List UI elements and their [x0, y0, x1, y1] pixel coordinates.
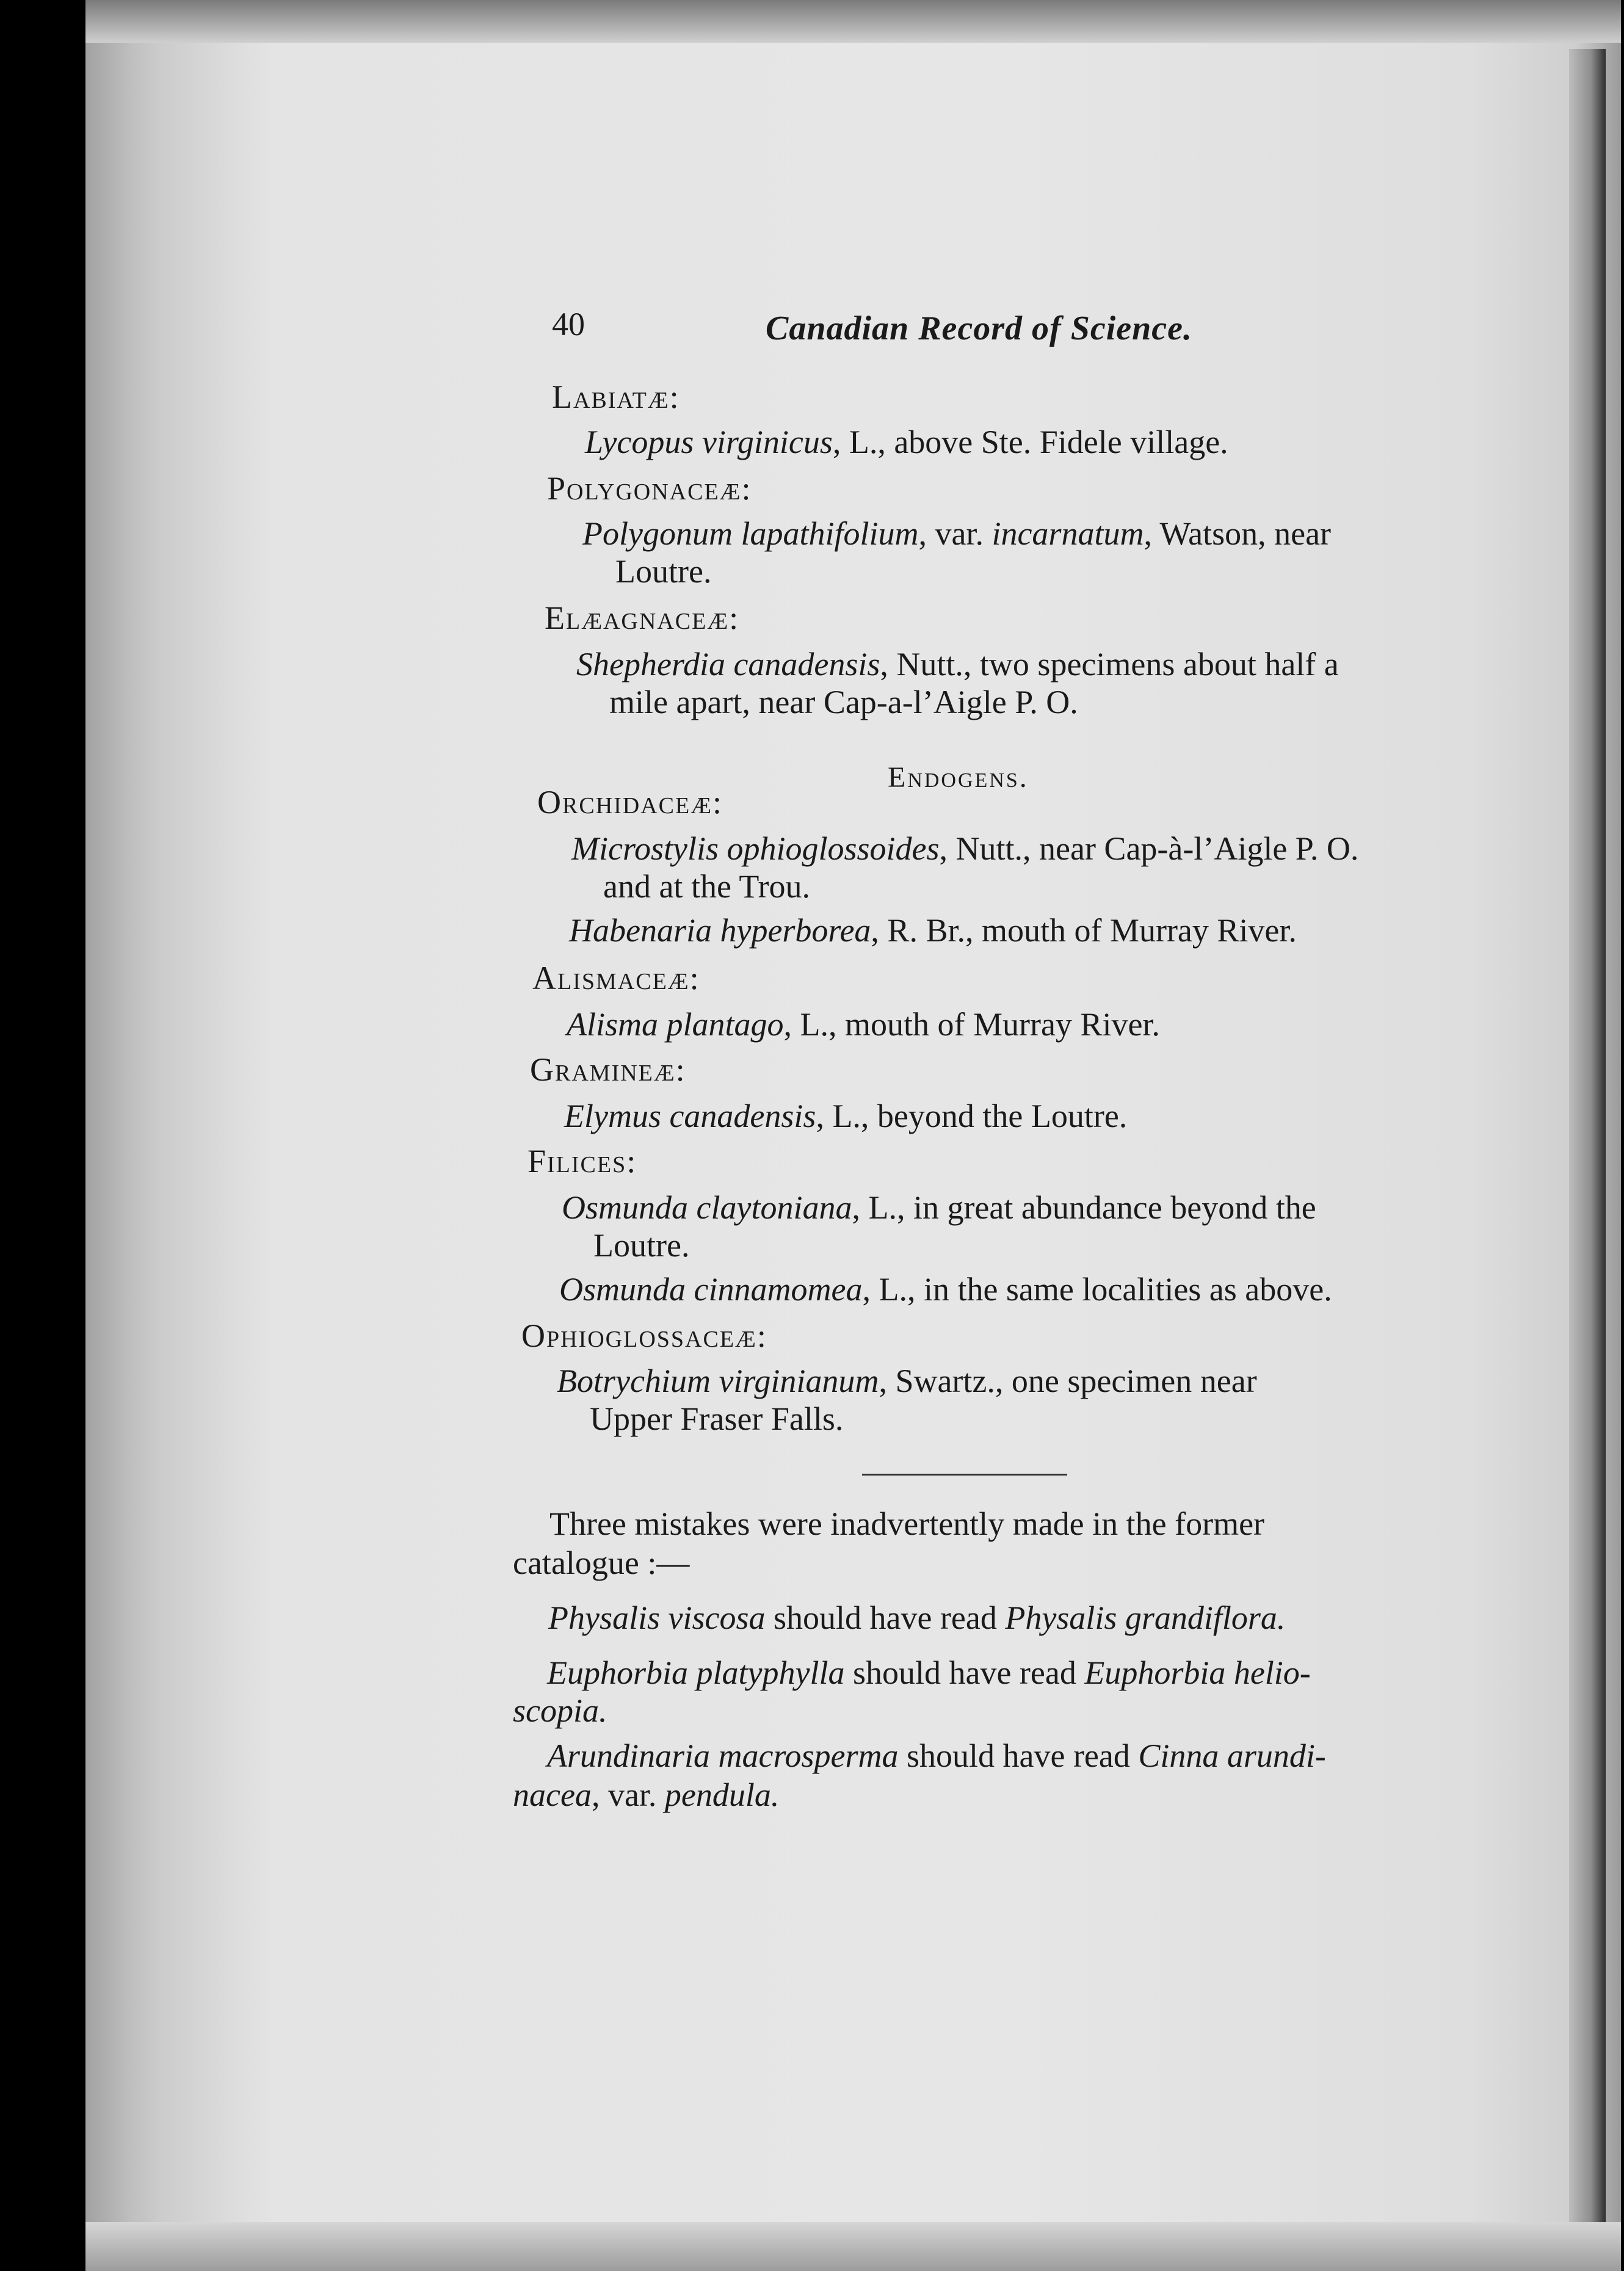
correct-name: Euphorbia helio- — [1084, 1654, 1311, 1691]
species-entry — [559, 1270, 1332, 1309]
entry-text: , L., mouth of Murray River. — [783, 1006, 1160, 1043]
species-name: Habenaria hyperborea — [569, 912, 871, 949]
species-name: Alisma plantago — [567, 1006, 784, 1043]
errata-item — [547, 1653, 1311, 1692]
errata-item — [548, 1598, 1285, 1637]
entry-text: , L., in great abundance beyond the — [852, 1189, 1316, 1226]
family-heading-labiatae: Labiatæ: — [552, 378, 680, 415]
species-name: Botrychium virginianum — [557, 1363, 879, 1399]
family-heading-polygonaceae: Polygonaceæ: — [547, 470, 752, 507]
entry-continuation: and at the Trou. — [603, 868, 811, 905]
page-number: 40 — [552, 306, 585, 342]
species-entry — [585, 422, 1228, 462]
species-name: Polygonum lapathifolium — [582, 515, 919, 552]
errata-intro-continuation: catalogue :— — [513, 1545, 690, 1581]
species-name: Lycopus virginicus — [585, 424, 833, 460]
species-name: Shepherdia canadensis — [576, 646, 880, 683]
page-header — [552, 293, 1431, 360]
entry-text: , L., in the same localities as above. — [862, 1271, 1332, 1308]
entry-continuation: mile apart, near Cap-a-l’Aigle P. O. — [609, 684, 1078, 720]
family-heading-gramineae: Gramineæ: — [530, 1051, 686, 1088]
species-name: Microstylis ophioglossoides — [571, 830, 940, 867]
entry-text: , var. — [918, 515, 992, 552]
errata-continuation — [513, 1775, 779, 1814]
species-entry — [582, 514, 1331, 553]
entry-text: , Nutt., two specimens about half a — [880, 646, 1339, 683]
species-entry — [569, 911, 1297, 950]
incorrect-name: Arundinaria macrosperma — [547, 1737, 899, 1774]
entry-text: , Nutt., near Cap-à-l’Aigle P. O. — [939, 830, 1359, 867]
entry-text: , L., beyond the Loutre. — [816, 1098, 1128, 1134]
errata-continuation: scopia. — [513, 1692, 607, 1729]
species-entry — [557, 1361, 1257, 1400]
incorrect-name: Euphorbia platyphylla — [547, 1654, 845, 1691]
entry-text: , R. Br., mouth of Murray River. — [871, 912, 1297, 949]
section-divider — [862, 1474, 1067, 1476]
page-right-edge — [1569, 49, 1606, 2222]
running-title: Canadian Record of Science. — [766, 310, 1192, 347]
variety-name: incarnatum — [991, 515, 1144, 552]
species-entry — [576, 645, 1339, 684]
variety-name: pendula. — [664, 1777, 780, 1813]
species-entry — [564, 1096, 1127, 1136]
correct-name: Cinna arundi- — [1138, 1737, 1326, 1774]
errata-item — [547, 1736, 1326, 1775]
species-entry — [562, 1188, 1316, 1227]
incorrect-name: Physalis viscosa — [548, 1599, 766, 1636]
entry-text: , Watson, near — [1144, 515, 1332, 552]
entry-continuation: Loutre. — [615, 553, 712, 590]
errata-text: , var. — [591, 1777, 665, 1813]
page-bottom-edge — [85, 2222, 1621, 2271]
species-name: Osmunda claytoniana — [562, 1189, 852, 1226]
species-name: Elymus canadensis — [564, 1098, 816, 1134]
page-top-edge — [85, 0, 1621, 43]
family-heading-ophioglossaceae: Ophioglossaceæ: — [521, 1317, 767, 1354]
species-entry — [571, 829, 1358, 868]
family-heading-orchidaceae: Orchidaceæ: — [537, 784, 723, 820]
family-heading-filices: Filices: — [527, 1143, 637, 1179]
entry-text: , Swartz., one specimen near — [879, 1363, 1257, 1399]
errata-text: should have read — [898, 1737, 1139, 1774]
section-heading-endogens: Endogens. — [888, 761, 1029, 794]
species-name: Osmunda cinnamomea — [559, 1271, 863, 1308]
errata-intro: Three mistakes were inadvertently made in the former — [549, 1505, 1265, 1542]
entry-continuation: Loutre. — [593, 1227, 690, 1264]
family-heading-alismaceae: Alismaceæ: — [532, 960, 700, 996]
correct-name: Physalis grandiflora. — [1005, 1599, 1286, 1636]
errata-text: should have read — [844, 1654, 1085, 1691]
binding-shadow — [85, 0, 275, 2271]
correct-name: nacea — [513, 1777, 592, 1813]
entry-text: , L., above Ste. Fidele village. — [832, 424, 1228, 460]
entry-continuation: Upper Fraser Falls. — [590, 1400, 844, 1437]
errata-text: should have read — [765, 1599, 1006, 1636]
species-entry — [567, 1005, 1160, 1044]
family-heading-elaeagnaceae: Elæagnaceæ: — [545, 599, 740, 636]
